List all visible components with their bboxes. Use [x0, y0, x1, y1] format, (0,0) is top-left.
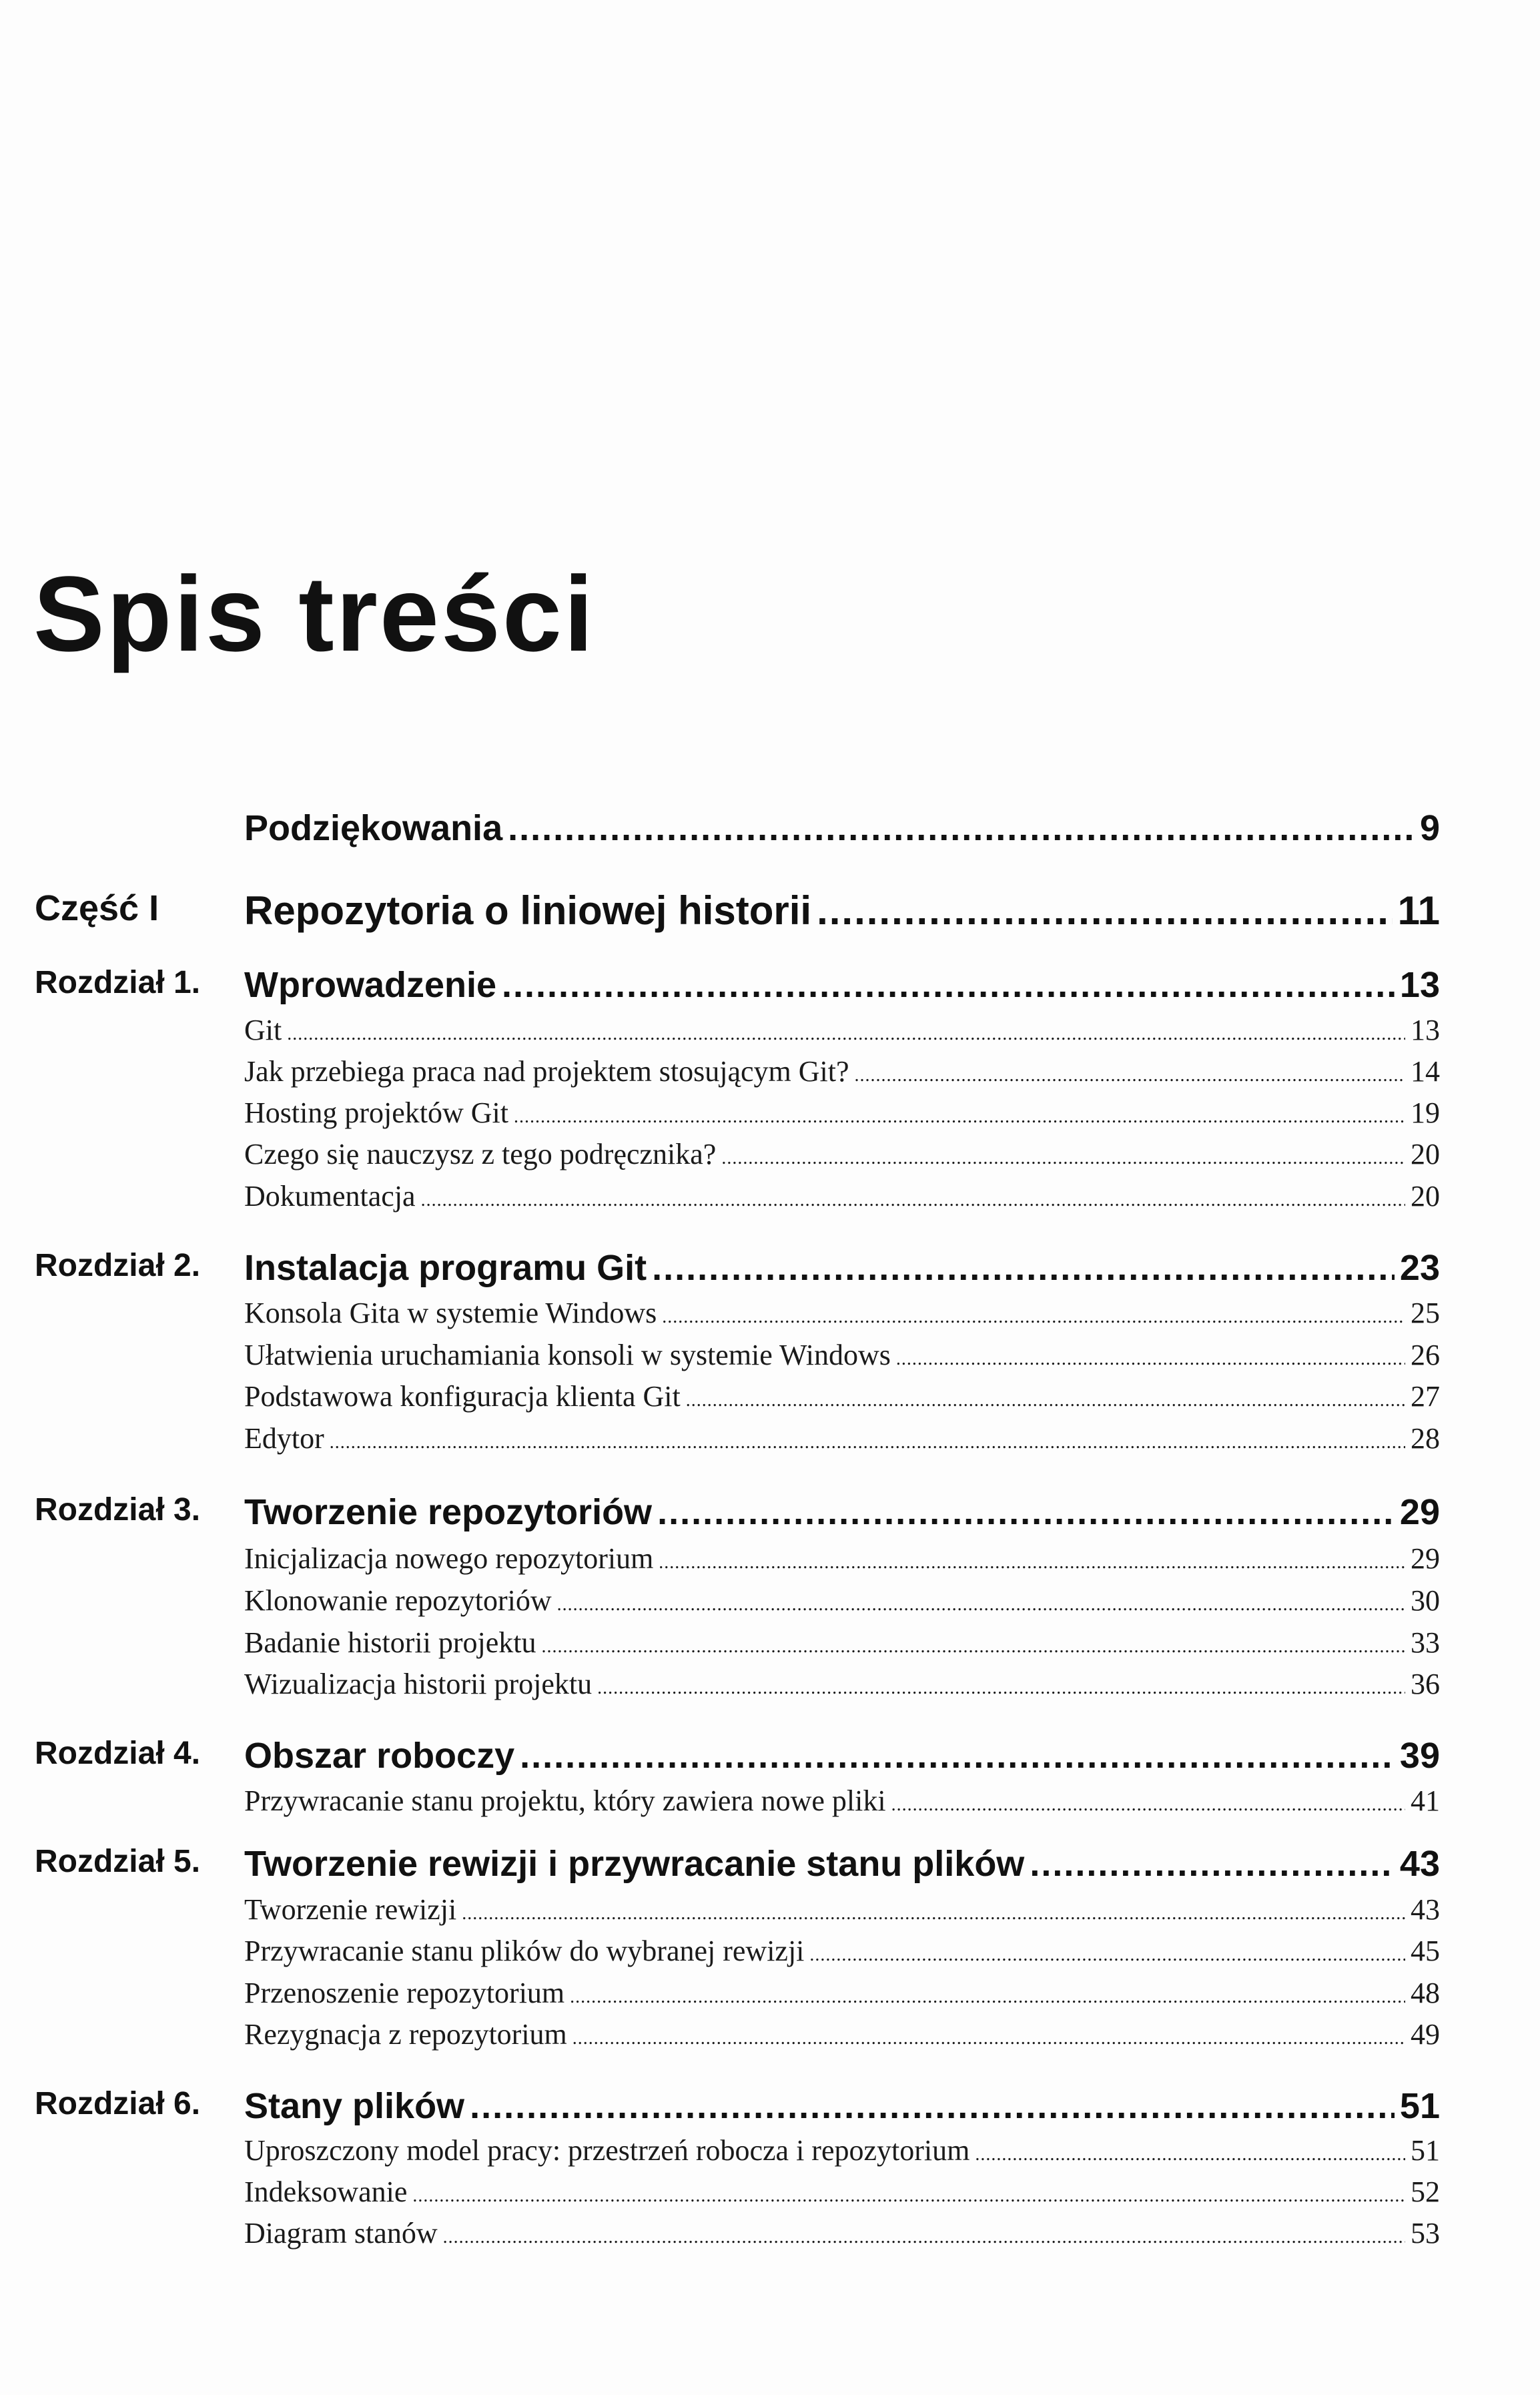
- toc-entry-title: Badanie historii projektu: [244, 1626, 536, 1659]
- toc-entry-title: Czego się nauczysz z tego podręcznika?: [244, 1138, 717, 1170]
- dot-leader: [557, 1594, 1405, 1616]
- dot-leader: [809, 1945, 1405, 1966]
- toc-entry-line: [244, 2216, 1440, 2250]
- dot-leader: [330, 1432, 1405, 1453]
- toc-entry-line: [244, 807, 1440, 849]
- toc-entry-line: [244, 1843, 1440, 1885]
- toc-entry-line: [244, 964, 1440, 1006]
- dot-leader: [896, 1349, 1405, 1370]
- toc-entry-title: Uproszczony model pracy: przestrzeń robocza i repozytorium: [244, 2134, 970, 2167]
- toc-entry-title: Konsola Gita w systemie Windows: [244, 1297, 657, 1329]
- toc-entry-title: Stany plików: [244, 2086, 465, 2126]
- page-title: Spis treści: [33, 554, 596, 673]
- toc-entry-line: [244, 1013, 1440, 1047]
- toc-entry-page-number: 33: [1411, 1626, 1440, 1659]
- toc-entry-line: [244, 1296, 1440, 1330]
- dot-leader: [657, 1491, 1395, 1533]
- toc-entry-title: Indeksowanie: [244, 2175, 408, 2208]
- dot-leader: [470, 2085, 1395, 2127]
- toc-entry-page-number: 11: [1397, 888, 1440, 933]
- toc-entry-title: Edytor: [244, 1422, 324, 1455]
- toc-entry-label: Część I: [35, 888, 159, 928]
- toc-entry-line: [244, 1735, 1440, 1776]
- toc-entry-page-number: 48: [1411, 1977, 1440, 2009]
- toc-entry-page-number: 20: [1411, 1138, 1440, 1170]
- dot-leader: [975, 2144, 1405, 2165]
- toc-entry-title: Podziękowania: [244, 808, 503, 848]
- toc-entry-label: Rozdział 3.: [35, 1492, 201, 1527]
- dot-leader: [572, 2028, 1405, 2049]
- toc-entry-page-number: 51: [1411, 2134, 1440, 2167]
- toc-entry-title: Wprowadzenie: [244, 965, 497, 1005]
- dot-leader: [502, 964, 1395, 1006]
- dot-leader: [1030, 1843, 1395, 1885]
- toc-entry-page-number: 51: [1399, 2086, 1440, 2126]
- toc-entry-page-number: 14: [1411, 1055, 1440, 1088]
- dot-leader: [652, 1247, 1395, 1289]
- toc-entry-title: Podstawowa konfiguracja klienta Git: [244, 1380, 681, 1413]
- toc-entry-line: [244, 1626, 1440, 1660]
- toc-entry-page-number: 20: [1411, 1180, 1440, 1213]
- toc-entry-line: [244, 1379, 1440, 1413]
- toc-entry-label: Rozdział 1.: [35, 965, 201, 1000]
- dot-leader: [412, 2185, 1405, 2207]
- dot-leader: [443, 2227, 1405, 2248]
- toc-entry-label: Rozdział 5.: [35, 1844, 201, 1879]
- toc-entry-page-number: 36: [1411, 1668, 1440, 1700]
- dot-leader: [659, 1552, 1405, 1574]
- toc-entry-title: Tworzenie rewizji i przywracanie stanu plików: [244, 1844, 1025, 1884]
- toc-entry-title: Klonowanie repozytoriów: [244, 1584, 552, 1617]
- dot-leader: [508, 807, 1415, 849]
- toc-entry-label: Rozdział 4.: [35, 1736, 201, 1771]
- toc-entry-page-number: 26: [1411, 1339, 1440, 1371]
- toc-entry-label: Rozdział 2.: [35, 1248, 201, 1283]
- toc-entry-title: Przywracanie stanu projektu, który zawiera nowe pliki: [244, 1784, 886, 1817]
- toc-entry-page-number: 25: [1411, 1297, 1440, 1329]
- toc-entry-line: [244, 1584, 1440, 1618]
- toc-entry-line: [244, 2175, 1440, 2209]
- toc-entry-page-number: 29: [1411, 1542, 1440, 1575]
- toc-entry-line: [244, 2017, 1440, 2051]
- toc-entry-line: [244, 2133, 1440, 2167]
- toc-entry-line: [244, 2085, 1440, 2127]
- toc-entry-line: [244, 1421, 1440, 1455]
- toc-entry-page-number: 27: [1411, 1380, 1440, 1413]
- dot-leader: [855, 1065, 1405, 1086]
- dot-leader: [891, 1794, 1405, 1816]
- toc-entry-title: Przywracanie stanu plików do wybranej rewizji: [244, 1935, 805, 1967]
- toc-entry-line: [244, 888, 1440, 934]
- toc-entry-title: Rezygnacja z repozytorium: [244, 2018, 567, 2051]
- dot-leader: [421, 1190, 1405, 1211]
- toc-entry-title: Repozytoria o liniowej historii: [244, 888, 812, 933]
- dot-leader: [462, 1903, 1405, 1925]
- toc-entry-page-number: 53: [1411, 2217, 1440, 2250]
- toc-entry-line: [244, 1667, 1440, 1701]
- toc-entry-page-number: 23: [1399, 1248, 1440, 1288]
- dot-leader: [597, 1678, 1405, 1699]
- toc-entry-title: Przenoszenie repozytorium: [244, 1977, 565, 2009]
- toc-entry-title: Tworzenie rewizji: [244, 1893, 457, 1926]
- dot-leader: [570, 1987, 1405, 2008]
- toc-entry-title: Inicjalizacja nowego repozytorium: [244, 1542, 654, 1575]
- toc-entry-page-number: 29: [1399, 1492, 1440, 1532]
- toc-entry-line: [244, 1893, 1440, 1927]
- dot-leader: [686, 1390, 1405, 1411]
- toc-entry-title: Dokumentacja: [244, 1180, 416, 1213]
- dot-leader: [514, 1106, 1405, 1128]
- toc-entry-page-number: 43: [1411, 1893, 1440, 1926]
- dot-leader: [721, 1148, 1405, 1169]
- toc-entry-title: Wizualizacja historii projektu: [244, 1668, 593, 1700]
- toc-entry-line: [244, 1247, 1440, 1289]
- toc-entry-page-number: 9: [1419, 808, 1440, 848]
- toc-entry-page-number: 13: [1411, 1014, 1440, 1046]
- toc-entry-page-number: 43: [1399, 1844, 1440, 1884]
- toc-entry-line: [244, 1096, 1440, 1130]
- toc-entry-page-number: 45: [1411, 1935, 1440, 1967]
- dot-leader: [287, 1024, 1405, 1045]
- toc-entry-line: [244, 1179, 1440, 1213]
- toc-entry-title: Ułatwienia uruchamiania konsoli w systemie Windows: [244, 1339, 891, 1371]
- toc-entry-line: [244, 1054, 1440, 1088]
- toc-entry-title: Instalacja programu Git: [244, 1248, 647, 1288]
- toc-entry-page-number: 30: [1411, 1584, 1440, 1617]
- dot-leader: [817, 888, 1392, 934]
- dot-leader: [520, 1735, 1395, 1776]
- toc-entry-title: Obszar roboczy: [244, 1736, 515, 1776]
- toc-entry-line: [244, 1542, 1440, 1576]
- toc-entry-line: [244, 1784, 1440, 1818]
- toc-entry-title: Git: [244, 1014, 282, 1046]
- toc-entry-page-number: 49: [1411, 2018, 1440, 2051]
- toc-entry-page-number: 13: [1399, 965, 1440, 1005]
- dot-leader: [662, 1307, 1405, 1328]
- toc-entry-page-number: 41: [1411, 1784, 1440, 1817]
- toc-entry-page-number: 39: [1399, 1736, 1440, 1776]
- toc-entry-title: Tworzenie repozytoriów: [244, 1492, 653, 1532]
- toc-entry-line: [244, 1976, 1440, 2010]
- toc-entry-line: [244, 1338, 1440, 1372]
- toc-entry-page-number: 19: [1411, 1096, 1440, 1129]
- toc-entry-page-number: 52: [1411, 2175, 1440, 2208]
- dot-leader: [541, 1636, 1405, 1658]
- toc-entry-label: Rozdział 6.: [35, 2086, 201, 2121]
- toc-entry-page-number: 28: [1411, 1422, 1440, 1455]
- toc-entry-title: Jak przebiega praca nad projektem stosującym Git?: [244, 1055, 849, 1088]
- toc-entry-title: Hosting projektów Git: [244, 1096, 508, 1129]
- toc-entry-line: [244, 1491, 1440, 1533]
- toc-entry-title: Diagram stanów: [244, 2217, 438, 2250]
- toc-entry-line: [244, 1137, 1440, 1171]
- toc-entry-line: [244, 1934, 1440, 1968]
